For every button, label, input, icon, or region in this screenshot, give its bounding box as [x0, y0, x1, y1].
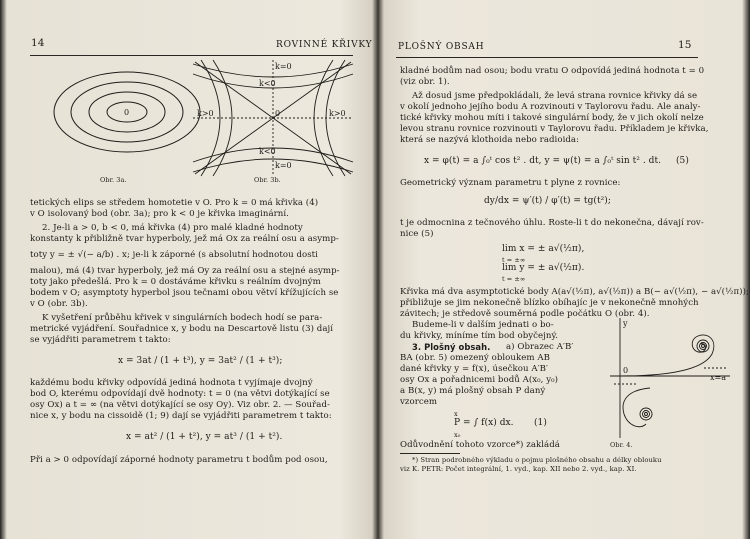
figure-3a-caption: Obr. 3a. — [100, 176, 127, 184]
body-line: malou), má (4) tvar hyperboly, jež má Oy za reální osu a stejné asymp- — [30, 266, 340, 276]
body-line: du křivky, míníme tím bod obyčejný. — [400, 331, 559, 341]
equation-descartes-leaf: x = 3at / (1 + t³), y = 3at² / (1 + t³); — [118, 356, 283, 366]
footnote-rule — [400, 453, 460, 454]
body-line: kladné bodům nad osou; bodu vratu O odpovídá jediná hodnota t = 0 — [400, 66, 705, 76]
body-line: Až dosud jsme předpokládali, že levá strana rovnice křivky dá se — [412, 91, 698, 101]
integral-lower-limit: x₀ — [454, 431, 461, 439]
figure-3b-hyperbolas — [193, 60, 353, 176]
k-negative-top-label: k<0 — [259, 79, 276, 88]
k-zero-top-label: k=0 — [275, 62, 292, 71]
body-line: BA (obr. 5) omezený obloukem AB — [400, 353, 550, 363]
limit-y-subscript: t = ±∞ — [502, 275, 526, 283]
body-line: závitech; je středově souměrná podle počátku O (obr. 4). — [400, 309, 650, 319]
body-line: toty y = ± √(− a/b) . x; je-li k záporné (s absolutní hodnotou dosti — [30, 250, 318, 260]
body-line: tetických elips se středem homotetie v O. Pro k = 0 má křivka (4) — [30, 198, 319, 208]
body-line: v O isolovaný bod (obr. 3a); pro k < 0 je křivka imaginární. — [30, 209, 289, 219]
figure-3b-origin-label: 0 — [275, 109, 281, 118]
body-line: v O (obr. 3b). — [30, 299, 88, 309]
k-positive-right-label: k>0 — [329, 109, 346, 118]
body-line: metrické vyjádření. Souřadnice x, y bodu na Descartově listu (3) dají — [30, 324, 334, 334]
figure-3a-ellipses — [52, 62, 202, 172]
limit-x-equation: lim x = ± a√(½π), — [502, 244, 585, 254]
equation-clothoid: x = φ(t) = a ∫₀ᵗ cos t² . dt, y = ψ(t) = a ∫₀ᵗ sin t² . dt. — [424, 156, 662, 166]
left-page — [8, 0, 372, 539]
body-line: tické křivky mohou míti i takové singulární body, že v jich okolí nelze — [400, 113, 704, 123]
body-line: a) Obrazec A′B′ — [506, 342, 574, 352]
figure-3b-caption: Obr. 3b. — [254, 176, 281, 184]
figure-4-origin-label: 0 — [623, 366, 629, 375]
body-line: levou stranu rovnice rozvinouti v Taylorovu řadu. Příkladem je křivka, — [400, 124, 709, 134]
header-rule — [30, 55, 353, 56]
figure-4-asymptote-label: x=a — [710, 373, 726, 382]
k-positive-left-label: k>0 — [197, 109, 214, 118]
header-rule — [396, 57, 698, 58]
body-line: každému bodu křivky odpovídá jediná hodnota t vyjímaje dvojný — [30, 378, 313, 388]
body-line: se vyjádřiti parametrem t takto: — [30, 335, 171, 345]
figure-4-caption: Obr. 4. — [610, 441, 633, 449]
body-line: Křivka má dva asymptotické body A(a√(½π), a√(½π)) a B(− a√(½π), − a√(½π)); — [400, 287, 749, 297]
body-line: 2. Je-li a > 0, b < 0, má křivka (4) pro malé kladné hodnoty — [42, 223, 303, 233]
equation-area-integral: P = ∫ f(x) dx. — [454, 418, 514, 428]
body-line: která se nazývá klothoida nebo radioida: — [400, 135, 580, 145]
body-line: K vyšetření průběhu křivek v singulárních bodech hodí se para- — [42, 313, 323, 323]
body-line: toty jako předešlá. Pro k = 0 dostáváme křivku s reálním dvojným — [30, 277, 321, 287]
equation-number-5: (5) — [676, 156, 689, 166]
body-line: nice (5) — [400, 229, 434, 239]
body-line: (viz obr. 1). — [400, 77, 450, 87]
page-number: 15 — [678, 39, 692, 51]
footnote-line: *) Stran podrobného výkladu o pojmu plošného obsahu a délky oblouku — [412, 456, 662, 464]
body-line: v okolí jednoho jejího bodu A rozvinouti v Taylorovu řadu. Ale analy- — [400, 102, 701, 112]
body-line: nice x, y bodu na cissoidě (1; 9) dají se vyjádřiti parametrem t takto: — [30, 411, 332, 421]
figure-3a-origin-label: 0 — [124, 108, 130, 117]
body-line: Budeme-li v dalším jednati o bo- — [412, 320, 554, 330]
body-line: Při a > 0 odpovídají záporné hodnoty parametru t bodům pod osou, — [30, 455, 328, 465]
limit-y-equation: lim y = ± a√(½π). — [502, 263, 585, 273]
footnote-line: viz K. PETR: Počet integrální, 1. vyd., kap. XII nebo 2. vyd., kap. XI. — [400, 465, 637, 473]
limit-x-subscript: t = ±∞ — [502, 256, 526, 264]
equation-number-1: (1) — [534, 418, 547, 428]
body-line: Odůvodnění tohoto vzorce*) zakládá — [400, 440, 560, 450]
running-head: PLOŠNÝ OBSAH — [398, 42, 485, 52]
body-line: osy Ox) a t = ∞ (na větvi dotýkající se osy Oy). Viz obr. 2. — Souřad- — [30, 400, 330, 410]
body-line: vzorcem — [400, 397, 438, 407]
body-line: osy Ox a pořadnicemi bodů A(x₀, y₀) — [400, 375, 559, 385]
k-negative-bottom-label: k<0 — [259, 147, 276, 156]
figure-4-clothoid — [610, 318, 730, 438]
equation-tangent-angle: dy/dx = ψ′(t) / φ′(t) = tg(t²); — [484, 196, 611, 206]
figure-4-y-axis-label: y — [623, 319, 628, 328]
body-line: t je odmocnina z tečnového úhlu. Roste-li t do nekonečna, dávají rov- — [400, 218, 704, 228]
body-line: a B(x, y) má plošný obsah P daný — [400, 386, 546, 396]
body-line: Geometrický význam parametru t plyne z rovnice: — [400, 178, 621, 188]
running-head: ROVINNÉ KŘIVKY — [276, 40, 373, 50]
right-page — [384, 0, 749, 539]
body-line: dané křivky y = f(x), úsečkou A′B′ — [400, 364, 549, 374]
equation-cissoid: x = at² / (1 + t²), y = at³ / (1 + t²). — [126, 432, 283, 442]
body-line: přibližuje se jim nekonečně blízko obíhajíc je v nekonečně mnohých — [400, 298, 699, 308]
body-line: bodem v O; asymptoty hyperbol jsou tečnami obou větví křížujících se — [30, 288, 339, 298]
integral-upper-limit: x — [454, 410, 458, 418]
page-number: 14 — [31, 37, 45, 49]
body-line: konstanty k přibližně tvar hyperboly, jež má Ox za reální osu a asymp- — [30, 234, 339, 244]
body-line: bod O, kterému odpovídají dvě hodnoty: t = 0 (na větvi dotýkající se — [30, 389, 330, 399]
section-heading: 3. Plošný obsah. — [412, 342, 491, 352]
k-zero-bottom-label: k=0 — [275, 161, 292, 170]
